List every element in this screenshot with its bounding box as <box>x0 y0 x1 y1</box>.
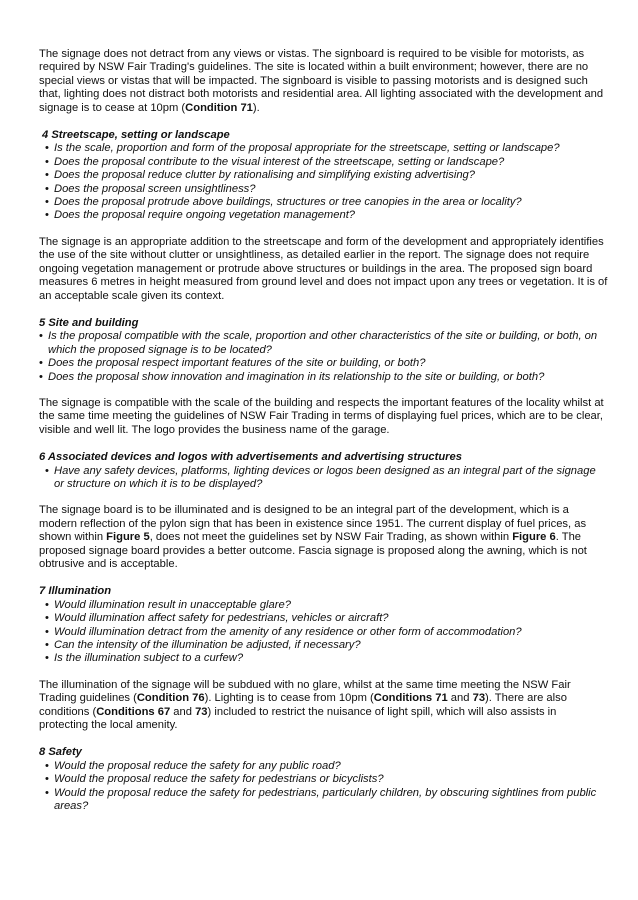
list-item: • Would illumination detract from the amenity of any residence or other form of accommodation? <box>39 626 608 639</box>
section-heading: 4 Streetscape, setting or landscape <box>42 129 230 142</box>
condition-ref: Condition 76 <box>136 692 205 705</box>
list-item: • Can the intensity of the illumination be adjusted, if necessary? <box>39 639 608 652</box>
list-item: • Would the proposal reduce the safety for pedestrians or bicyclists? <box>39 773 608 786</box>
section-paragraph: The illumination of the signage will be subdued with no glare, whilst at the same time meeting the NSW Fair Trading guidelines (Condition 76). Lighting is to cease from 10pm (Conditions 71 and 73). There are also conditions (Conditions 67 and 73) included to restrict the nuisance of light spill, which will also assists in protecting the local amenity. <box>39 678 571 732</box>
section-heading: 6 Associated devices and logos with advertisements and advertising structures <box>39 451 462 464</box>
condition-ref: Condition 71 <box>185 101 253 114</box>
section-paragraph: The signage is compatible with the scale of the building and respects the important features of the locality whilst at the same time meeting the guidelines of NSW Fair Trading in terms of displaying fuel prices, which are to be clear, visible and well lit. The logo provides the business name of the garage. <box>39 396 604 436</box>
list-item: • Is the proposal compatible with the scale, proportion and other characteristics of the site or building, or both, on which the proposed signage is to be located? <box>39 330 608 357</box>
list-item: • Does the proposal show innovation and imagination in its relationship to the site or building, or both? <box>39 371 608 384</box>
list-item: • Have any safety devices, platforms, lighting devices or logos been designed as an integral part of the signage or structure on which it is to be displayed? <box>39 465 608 492</box>
section-paragraph: The signage board is to be illuminated and is designed to be an integral part of the development, which is a modern reflection of the pylon sign that has been in existence since 1951. The current display of fuel prices, as shown within Figure 5, does not meet the guidelines set by NSW Fair Trading, as shown within Figure 6. The proposed signage board provides a better outcome. Fascia signage is proposed along the awning, which is not obtrusive and is acceptable. <box>39 504 587 570</box>
list-item: • Does the proposal contribute to the visual interest of the streetscape, setting or landscape? <box>39 156 608 169</box>
section-safety <box>39 746 608 813</box>
list-item: • Does the proposal respect important features of the site or building, or both? <box>39 357 608 370</box>
list-item: • Does the proposal require ongoing vegetation management? <box>39 209 608 222</box>
list-item: • Would illumination affect safety for pedestrians, vehicles or aircraft? <box>39 612 608 625</box>
section-heading: 7 Illumination <box>39 585 112 598</box>
condition-ref: Conditions 67 <box>96 705 171 718</box>
list-item: • Does the proposal screen unsightliness? <box>39 183 608 196</box>
condition-ref: 73 <box>472 692 486 705</box>
question-list <box>39 330 608 384</box>
section-heading: 8 Safety <box>39 746 82 759</box>
section-paragraph: The signage is an appropriate addition to the streetscape and form of the development and appropriately identifies the use of the site without clutter or unsightliness, as detailed earlier in the report. The signage does not require ongoing vegetation management or protrude above structures or buildings in the area. The proposed sign board measures 6 metres in height measured from ground level and does not impact upon any trees or vegetation. It is of an acceptable scale given its context. <box>39 235 608 302</box>
section-streetscape <box>39 129 608 303</box>
question-list <box>39 760 608 814</box>
section-heading: 5 Site and building <box>39 316 139 329</box>
figure-ref: Figure 6 <box>512 531 556 544</box>
section-illumination <box>39 585 608 732</box>
list-item: • Would the proposal reduce the safety for pedestrians, particularly children, by obscuring sightlines from public areas? <box>39 787 608 814</box>
list-item: • Would the proposal reduce the safety for any public road? <box>39 760 608 773</box>
views-paragraph: The signage does not detract from any views or vistas. The signboard is required to be visible for motorists, as required by NSW Fair Trading's guidelines. The site is located within a built environment; however, there are no special views or vistas that will be impacted. The signboard is visible to passing motorists and is designed such that, lighting does not distract both motorists and residential area. All lighting associated with the development and signage is to cease at 10pm (Condition 71). <box>39 48 604 114</box>
condition-ref: Conditions 71 <box>373 692 448 705</box>
section-associated-devices <box>39 451 608 571</box>
figure-ref: Figure 5 <box>106 531 150 544</box>
list-item: • Is the scale, proportion and form of the proposal appropriate for the streetscape, setting or landscape? <box>39 142 608 155</box>
list-item: • Would illumination result in unacceptable glare? <box>39 599 608 612</box>
list-item: • Does the proposal protrude above buildings, structures or tree canopies in the area or locality? <box>39 196 608 209</box>
section-site-building <box>39 317 608 437</box>
condition-ref: 73 <box>195 705 208 718</box>
list-item: • Is the illumination subject to a curfew? <box>39 652 608 665</box>
question-list <box>39 599 608 666</box>
question-list <box>39 465 608 492</box>
list-item: • Does the proposal reduce clutter by rationalising and simplifying existing advertising? <box>39 169 608 182</box>
question-list <box>39 142 608 222</box>
